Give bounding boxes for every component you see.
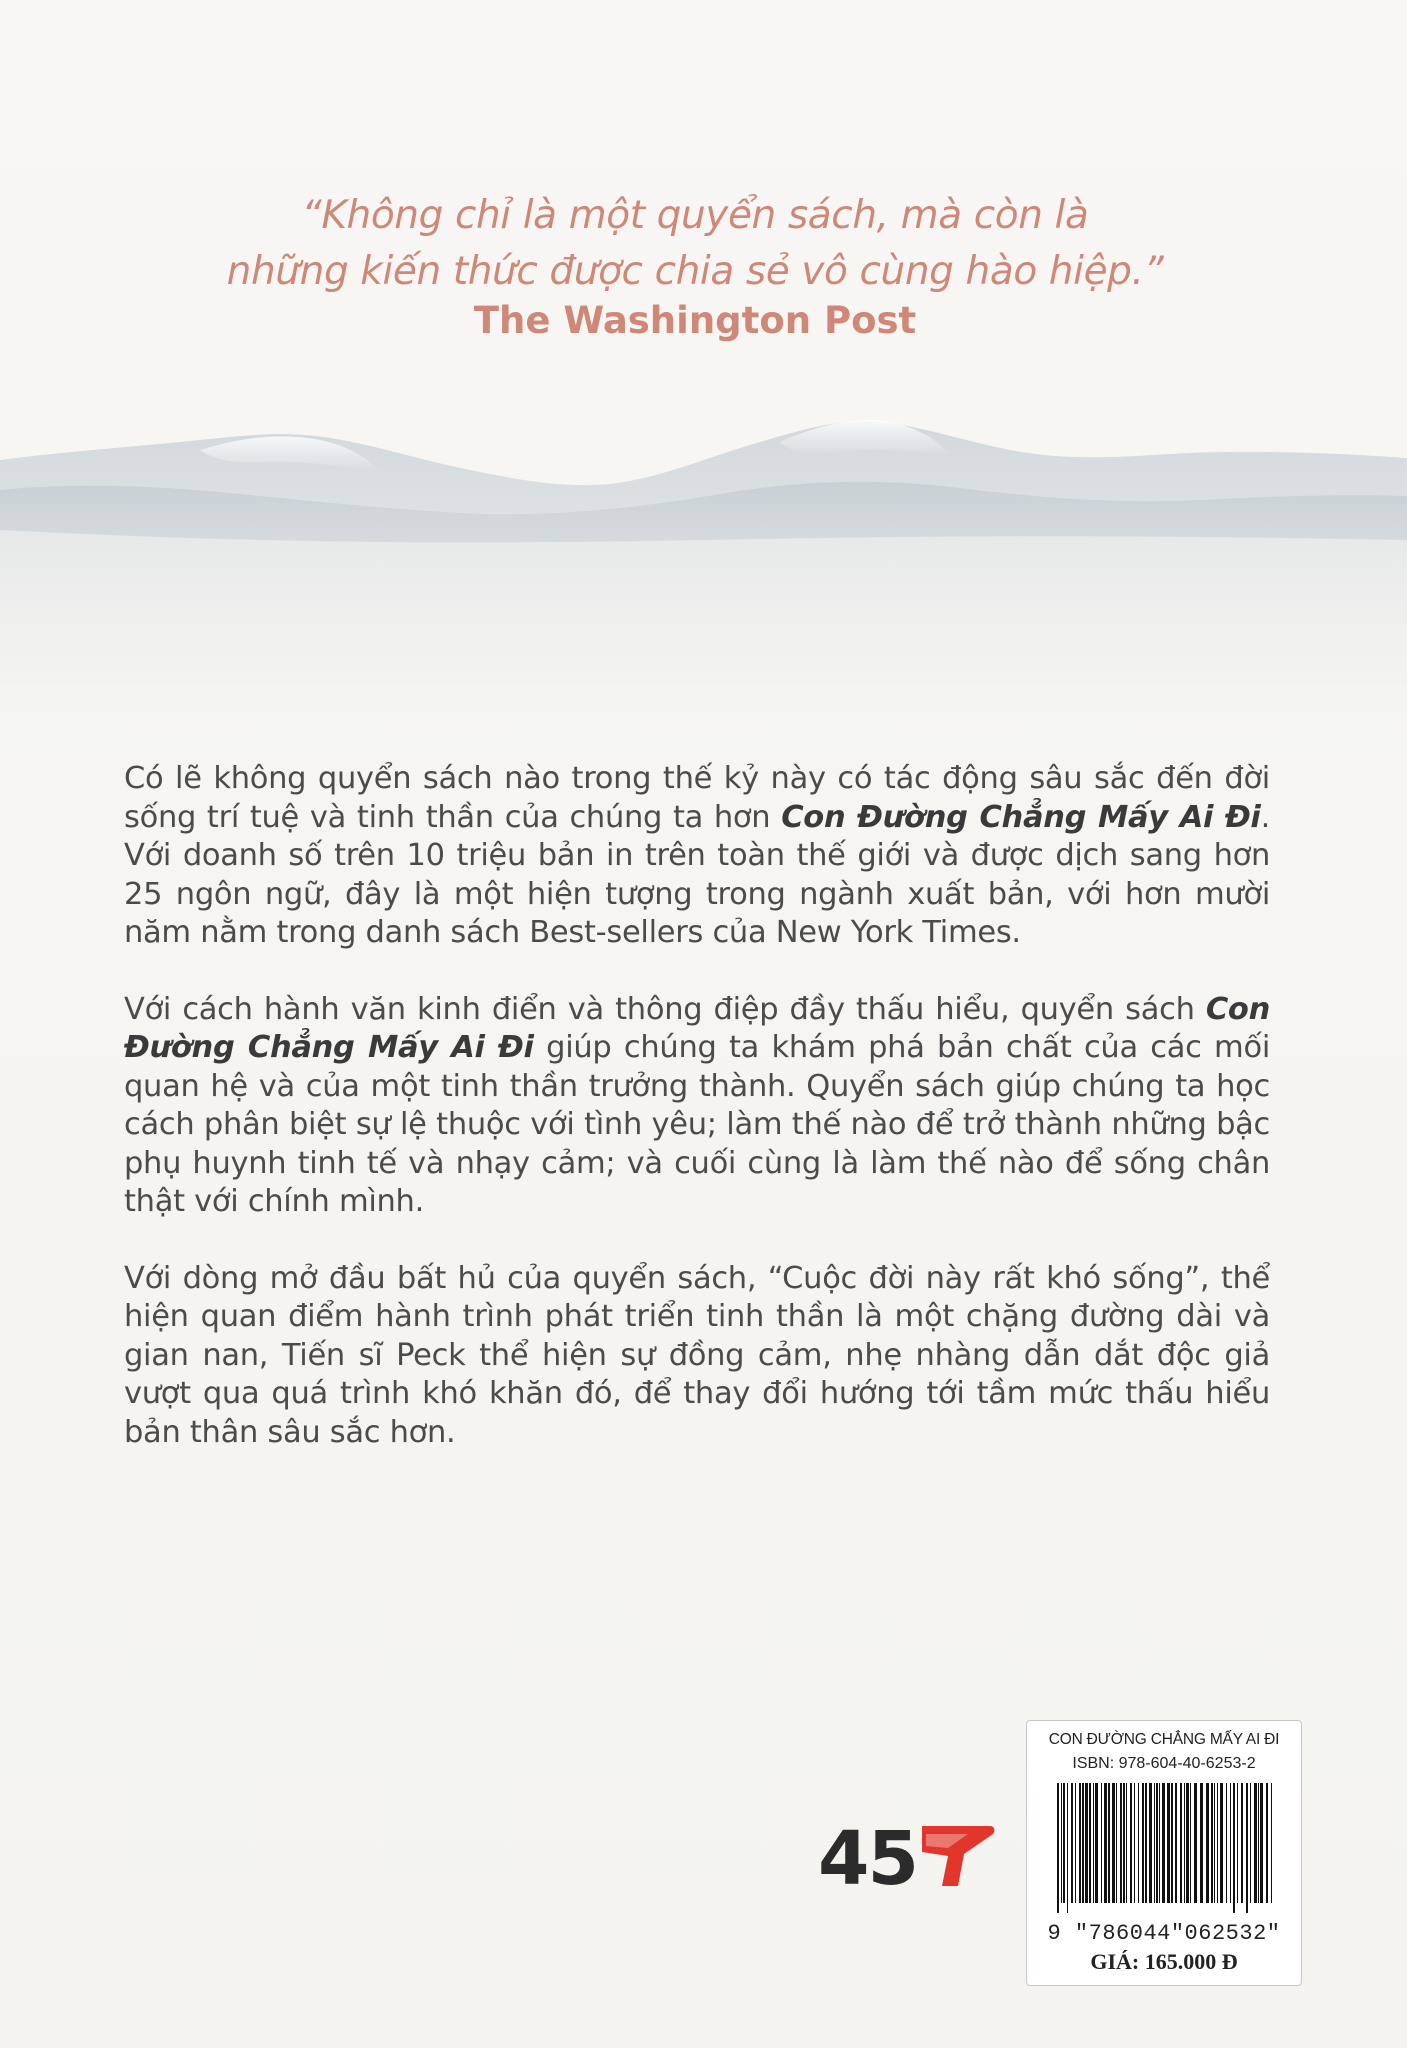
barcode-icon: [1049, 1783, 1281, 1913]
price-label: GIÁ: 165.000 Đ: [1090, 1949, 1238, 1974]
paragraph-2-text-a: Với cách hành văn kinh điển và thông điệp đầy thấu hiểu, quyển sách: [124, 991, 1206, 1027]
cover-quote: [150, 188, 1240, 300]
description-paragraph-1: [124, 760, 1270, 953]
book-description: [124, 760, 1270, 1490]
barcode-digits: 9 "786044"062532": [1047, 1921, 1281, 1946]
book-title-emphasis: Con Đường Chẳng Mấy Ai Đi: [781, 799, 1261, 835]
description-paragraph-2: [124, 991, 1270, 1222]
paragraph-1-text-a: Có lẽ không quyển sách nào trong thế kỷ này có tác động sâu sắc đến đời sống trí tuệ và tinh thần của chúng ta hơn: [124, 761, 1270, 835]
quote-line-1: “Không chỉ là một quyển sách, mà còn là: [301, 193, 1089, 238]
book-title-emphasis: Con Đường Chẳng Mấy Ai Đi: [124, 991, 1270, 1065]
publisher-logo-icon: [818, 1812, 998, 1892]
barcode-book-title: CON ĐƯỜNG CHẲNG MẤY AI ĐI: [1048, 1731, 1280, 1748]
quote-source: The Washington Post: [473, 299, 917, 342]
paragraph-1-text-b: . Với doanh số trên 10 triệu bản in trên toàn thế giới và được dịch sang hơn 25 ngôn ngữ, đây là một hiện tượng trong ngành xuất bản, với hơn mười năm nằm trong danh sách Best-sellers của New York Times.: [124, 799, 1270, 950]
barcode-isbn: ISBN: 978-604-40-6253-2: [1072, 1755, 1256, 1772]
misty-mountain-illustration: [0, 390, 1407, 750]
paragraph-2-text-b: giúp chúng ta khám phá bản chất của các mối quan hệ và của một tinh thần trưởng thành. Quyển sách giúp chúng ta học cách phân biệt sự lệ thuộc với tình yêu; làm thế nào để trở thành những bậc phụ huynh tinh tế và nhạy cảm; và cuối cùng là làm thế nào để sống chân thật với chính mình.: [124, 1030, 1270, 1219]
description-paragraph-3: Với dòng mở đầu bất hủ của quyển sách, “Cuộc đời này rất khó sống”, thể hiện quan điểm hành trình phát triển tinh thần là một chặng đường dài và gian nan, Tiến sĩ Peck thể hiện sự đồng cảm, nhẹ nhàng dẫn dắt độc giả vượt qua quá trình khó khăn đó, để thay đổi hướng tới tầm mức thấu hiểu bản thân sâu sắc hơn.: [124, 1260, 1270, 1450]
barcode-price-label: [1026, 1720, 1302, 1986]
publisher-logo-text: 45: [818, 1816, 917, 1892]
quote-line-2: những kiến thức được chia sẻ vô cùng hào hiệp.”: [226, 249, 1164, 294]
